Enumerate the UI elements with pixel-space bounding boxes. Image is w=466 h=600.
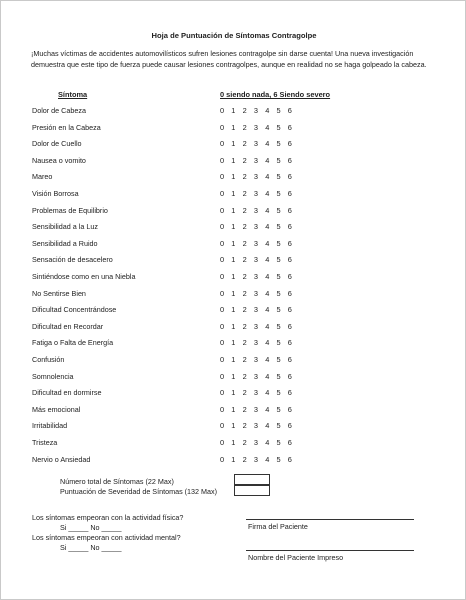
severity-option-4[interactable]: 4 — [265, 106, 270, 115]
severity-option-2[interactable]: 2 — [242, 371, 247, 381]
symptom-label: Mareo — [32, 172, 53, 182]
severity-option-5[interactable]: 5 — [276, 189, 281, 198]
severity-option-6[interactable]: 6 — [287, 222, 292, 232]
symptom-label: Somnolencia — [32, 371, 74, 381]
severity-option-4[interactable]: 4 — [265, 371, 270, 381]
severity-option-3[interactable]: 3 — [253, 421, 259, 431]
severity-option-5[interactable]: 5 — [276, 338, 281, 348]
severity-option-1[interactable]: 1 — [231, 338, 236, 348]
mental-activity-yes-no[interactable]: Si _____ No _____ — [60, 543, 122, 552]
severity-option-4[interactable]: 4 — [265, 388, 270, 398]
severity-option-6[interactable]: 6 — [287, 438, 292, 447]
severity-option-5[interactable]: 5 — [276, 321, 281, 331]
severity-option-1[interactable]: 1 — [231, 355, 236, 364]
severity-option-0[interactable]: 0 — [220, 189, 225, 198]
severity-option-3[interactable]: 3 — [253, 172, 259, 182]
severity-option-6[interactable]: 6 — [287, 255, 292, 265]
symptom-row — [1, 238, 466, 250]
severity-option-2[interactable]: 2 — [242, 272, 247, 281]
severity-option-0[interactable]: 0 — [220, 272, 225, 281]
severity-option-2[interactable]: 2 — [242, 222, 247, 232]
severity-option-5[interactable]: 5 — [276, 421, 281, 431]
severity-option-4[interactable]: 4 — [265, 321, 270, 331]
severity-scale — [220, 254, 299, 266]
symptom-column-header: Síntoma — [58, 90, 88, 99]
severity-option-2[interactable]: 2 — [242, 421, 247, 431]
severity-option-2[interactable]: 2 — [242, 139, 247, 149]
symptom-row — [1, 387, 466, 399]
severity-scale — [220, 371, 299, 383]
severity-option-5[interactable]: 5 — [276, 238, 281, 248]
severity-option-2[interactable]: 2 — [242, 255, 247, 265]
severity-option-5[interactable]: 5 — [276, 255, 281, 265]
physical-activity-question: Los síntomas empeoran con la actividad física? — [32, 513, 184, 522]
mental-activity-question: Los síntomas empeoran con actividad mental? — [32, 533, 181, 542]
severity-option-4[interactable]: 4 — [265, 421, 270, 431]
severity-option-1[interactable]: 1 — [231, 172, 236, 182]
symptom-row — [1, 288, 466, 300]
severity-scale — [220, 404, 299, 416]
severity-option-4[interactable]: 4 — [265, 205, 270, 215]
physical-activity-yes-no[interactable]: Si _____ No _____ — [60, 523, 122, 532]
severity-option-6[interactable]: 6 — [287, 189, 292, 198]
severity-option-4[interactable]: 4 — [265, 139, 270, 149]
symptom-label: Tristeza — [32, 438, 58, 447]
severity-option-5[interactable]: 5 — [276, 272, 281, 281]
severity-option-6[interactable]: 6 — [287, 305, 292, 315]
severity-option-4[interactable]: 4 — [265, 272, 270, 281]
severity-option-3[interactable]: 3 — [253, 404, 259, 414]
severity-option-1[interactable]: 1 — [231, 371, 236, 381]
severity-option-5[interactable]: 5 — [276, 371, 281, 381]
symptom-row — [1, 254, 466, 266]
severity-option-0[interactable]: 0 — [220, 238, 225, 248]
severity-scale — [220, 454, 299, 466]
symptom-label: Fatiga o Falta de Energía — [32, 338, 114, 348]
severity-scale — [220, 138, 299, 150]
severity-scale — [220, 205, 299, 217]
severity-option-2[interactable]: 2 — [242, 288, 247, 298]
severity-option-5[interactable]: 5 — [276, 388, 281, 398]
severity-option-0[interactable]: 0 — [220, 205, 225, 215]
severity-scale — [220, 171, 299, 183]
severity-option-5[interactable]: 5 — [276, 139, 281, 149]
severity-option-3[interactable]: 3 — [253, 305, 259, 315]
symptom-row — [1, 122, 466, 134]
severity-option-2[interactable]: 2 — [242, 438, 247, 447]
severity-option-6[interactable]: 6 — [287, 122, 292, 132]
severity-option-0[interactable]: 0 — [220, 305, 225, 315]
severity-option-2[interactable]: 2 — [242, 454, 247, 464]
severity-option-1[interactable]: 1 — [231, 139, 236, 149]
symptom-row — [1, 371, 466, 383]
severity-option-0[interactable]: 0 — [220, 438, 225, 447]
severity-option-0[interactable]: 0 — [220, 172, 225, 182]
severity-scale — [220, 188, 299, 200]
symptom-label: Dificultad en dormirse — [32, 388, 102, 398]
severity-option-4[interactable]: 4 — [265, 222, 270, 232]
scale-column-header: 0 siendo nada, 6 Siendo severo — [220, 90, 331, 99]
severity-option-6[interactable]: 6 — [287, 404, 292, 414]
severity-option-3[interactable]: 3 — [253, 355, 259, 364]
severity-option-4[interactable]: 4 — [265, 255, 270, 265]
severity-scale — [220, 155, 299, 167]
total-symptoms-label: Número total de Síntomas (22 Max) — [60, 477, 174, 486]
severity-scale — [220, 354, 299, 366]
severity-option-2[interactable]: 2 — [242, 388, 247, 398]
symptom-row — [1, 337, 466, 349]
severity-option-2[interactable]: 2 — [242, 205, 247, 215]
severity-option-0[interactable]: 0 — [220, 421, 225, 431]
severity-option-2[interactable]: 2 — [242, 189, 247, 198]
severity-option-1[interactable]: 1 — [231, 388, 236, 398]
severity-option-2[interactable]: 2 — [242, 355, 247, 364]
symptom-row — [1, 420, 466, 432]
severity-option-0[interactable]: 0 — [220, 388, 225, 398]
severity-option-1[interactable]: 1 — [231, 438, 236, 447]
symptom-row — [1, 454, 466, 466]
severity-option-4[interactable]: 4 — [265, 305, 270, 315]
severity-option-5[interactable]: 5 — [276, 222, 281, 232]
severity-option-3[interactable]: 3 — [253, 388, 259, 398]
severity-option-5[interactable]: 5 — [276, 454, 281, 464]
severity-option-4[interactable]: 4 — [265, 338, 270, 348]
severity-scale — [220, 337, 299, 349]
severity-scale — [220, 238, 299, 250]
severity-option-0[interactable]: 0 — [220, 371, 225, 381]
symptom-label: Problemas de Equilibrio — [32, 205, 108, 215]
severity-scale — [220, 437, 299, 449]
severity-option-3[interactable]: 3 — [253, 255, 259, 265]
severity-option-3[interactable]: 3 — [253, 106, 259, 115]
symptom-label: Nervio o Ansiedad — [32, 454, 91, 464]
severity-option-2[interactable]: 2 — [242, 106, 247, 115]
severity-option-5[interactable]: 5 — [276, 288, 281, 298]
severity-option-3[interactable]: 3 — [253, 288, 259, 298]
severity-option-4[interactable]: 4 — [265, 189, 270, 198]
severity-option-0[interactable]: 0 — [220, 255, 225, 265]
severity-option-0[interactable]: 0 — [220, 122, 225, 132]
symptom-row — [1, 354, 466, 366]
severity-option-3[interactable]: 3 — [253, 321, 259, 331]
severity-option-0[interactable]: 0 — [220, 222, 225, 232]
symptom-row — [1, 188, 466, 200]
severity-option-2[interactable]: 2 — [242, 404, 247, 414]
severity-option-3[interactable]: 3 — [253, 454, 259, 464]
severity-option-4[interactable]: 4 — [265, 122, 270, 132]
severity-scale — [220, 122, 299, 134]
symptom-row — [1, 321, 466, 333]
severity-option-3[interactable]: 3 — [253, 189, 259, 198]
symptom-label: Sensibilidad a la Luz — [32, 222, 98, 232]
severity-scale — [220, 304, 299, 316]
symptom-row — [1, 205, 466, 217]
severity-option-2[interactable]: 2 — [242, 155, 247, 165]
severity-option-4[interactable]: 4 — [265, 454, 270, 464]
severity-option-1[interactable]: 1 — [231, 321, 236, 331]
severity-option-6[interactable]: 6 — [287, 139, 292, 149]
severity-option-5[interactable]: 5 — [276, 305, 281, 315]
symptom-label: Dolor de Cabeza — [32, 106, 86, 115]
severity-option-5[interactable]: 5 — [276, 122, 281, 132]
severity-option-6[interactable]: 6 — [287, 106, 292, 115]
symptom-label: No Sentirse Bien — [32, 288, 86, 298]
severity-option-4[interactable]: 4 — [265, 438, 270, 447]
severity-option-6[interactable]: 6 — [287, 454, 292, 464]
severity-option-1[interactable]: 1 — [231, 238, 236, 248]
signature-label: Firma del Paciente — [248, 522, 308, 531]
severity-option-6[interactable]: 6 — [287, 355, 292, 364]
severity-scale — [220, 105, 299, 117]
severity-option-0[interactable]: 0 — [220, 454, 225, 464]
severity-option-2[interactable]: 2 — [242, 122, 247, 132]
severity-option-3[interactable]: 3 — [253, 371, 259, 381]
symptom-row — [1, 271, 466, 283]
severity-option-4[interactable]: 4 — [265, 172, 270, 182]
severity-option-3[interactable]: 3 — [253, 205, 259, 215]
severity-option-4[interactable]: 4 — [265, 288, 270, 298]
symptom-label: Sintiéndose como en una Niebla — [32, 272, 136, 281]
severity-option-2[interactable]: 2 — [242, 238, 247, 248]
severity-option-2[interactable]: 2 — [242, 321, 247, 331]
severity-option-6[interactable]: 6 — [287, 172, 292, 182]
severity-option-5[interactable]: 5 — [276, 106, 281, 115]
symptom-row — [1, 138, 466, 150]
severity-option-6[interactable]: 6 — [287, 338, 292, 348]
symptom-label: Dificultad Concentrándose — [32, 305, 117, 315]
severity-option-4[interactable]: 4 — [265, 155, 270, 165]
symptom-row — [1, 105, 466, 117]
severity-option-6[interactable]: 6 — [287, 371, 292, 381]
severity-option-5[interactable]: 5 — [276, 172, 281, 182]
form-title: Hoja de Puntuación de Síntomas Contragolpe — [151, 31, 317, 40]
severity-option-6[interactable]: 6 — [287, 321, 292, 331]
severity-option-1[interactable]: 1 — [231, 106, 236, 115]
severity-option-1[interactable]: 1 — [231, 155, 236, 165]
severity-scale — [220, 271, 299, 283]
severity-option-0[interactable]: 0 — [220, 139, 225, 149]
severity-option-4[interactable]: 4 — [265, 238, 270, 248]
severity-option-3[interactable]: 3 — [253, 139, 259, 149]
severity-option-3[interactable]: 3 — [253, 438, 259, 447]
severity-option-3[interactable]: 3 — [253, 122, 259, 132]
severity-option-0[interactable]: 0 — [220, 288, 225, 298]
severity-option-5[interactable]: 5 — [276, 404, 281, 414]
severity-option-3[interactable]: 3 — [253, 155, 259, 165]
severity-scale — [220, 387, 299, 399]
severity-option-4[interactable]: 4 — [265, 355, 270, 364]
severity-option-3[interactable]: 3 — [253, 222, 259, 232]
severity-option-3[interactable]: 3 — [253, 238, 259, 248]
printed-name-label: Nombre del Paciente Impreso — [248, 553, 344, 562]
severity-option-6[interactable]: 6 — [287, 388, 292, 398]
severity-option-2[interactable]: 2 — [242, 338, 247, 348]
symptom-row — [1, 221, 466, 233]
severity-option-4[interactable]: 4 — [265, 404, 270, 414]
severity-scale — [220, 221, 299, 233]
severity-score-box[interactable] — [234, 485, 270, 496]
severity-option-1[interactable]: 1 — [231, 189, 236, 198]
severity-option-1[interactable]: 1 — [231, 205, 236, 215]
severity-option-6[interactable]: 6 — [287, 205, 292, 215]
severity-scale — [220, 321, 299, 333]
severity-option-5[interactable]: 5 — [276, 355, 281, 364]
severity-option-5[interactable]: 5 — [276, 205, 281, 215]
symptom-label: Dificultad en Recordar — [32, 321, 104, 331]
severity-option-3[interactable]: 3 — [253, 338, 259, 348]
severity-option-5[interactable]: 5 — [276, 155, 281, 165]
severity-score-label: Puntuación de Severidad de Síntomas (132 Max) — [60, 487, 218, 496]
severity-option-1[interactable]: 1 — [231, 454, 236, 464]
severity-option-0[interactable]: 0 — [220, 404, 225, 414]
intro-paragraph: ¡Muchas víctimas de accidentes automovilísticos sufren lesiones contragolpe sin darse cuenta! Una nueva investigación demuestra que este tipo de fuerza puede causar lesiones contragolpes, aunque en realidad no se haga golpeado la cabeza. — [31, 49, 427, 69]
printed-name-line[interactable] — [246, 550, 414, 551]
severity-option-1[interactable]: 1 — [231, 272, 236, 281]
symptom-label: Presión en la Cabeza — [32, 122, 101, 132]
severity-scale — [220, 420, 299, 432]
severity-option-2[interactable]: 2 — [242, 305, 247, 315]
severity-option-0[interactable]: 0 — [220, 321, 225, 331]
severity-option-6[interactable]: 6 — [287, 238, 292, 248]
symptom-row — [1, 171, 466, 183]
severity-option-6[interactable]: 6 — [287, 288, 292, 298]
symptom-label: Irritabilidad — [32, 421, 68, 431]
severity-option-6[interactable]: 6 — [287, 421, 292, 431]
symptom-label: Sensibilidad a Ruido — [32, 238, 98, 248]
severity-option-3[interactable]: 3 — [253, 272, 259, 281]
symptom-label: Dolor de Cuello — [32, 139, 82, 149]
total-symptoms-box[interactable] — [234, 474, 270, 485]
symptom-label: Nausea o vomito — [32, 155, 86, 165]
severity-option-5[interactable]: 5 — [276, 438, 281, 447]
severity-option-1[interactable]: 1 — [231, 255, 236, 265]
severity-option-0[interactable]: 0 — [220, 155, 225, 165]
symptom-label: Más emocional — [32, 404, 81, 414]
severity-option-0[interactable]: 0 — [220, 106, 225, 115]
severity-option-1[interactable]: 1 — [231, 305, 236, 315]
severity-option-6[interactable]: 6 — [287, 155, 292, 165]
severity-option-0[interactable]: 0 — [220, 338, 225, 348]
severity-option-1[interactable]: 1 — [231, 122, 236, 132]
severity-option-6[interactable]: 6 — [287, 272, 292, 281]
symptom-label: Visión Borrosa — [32, 189, 79, 198]
symptom-label: Sensación de desacelero — [32, 255, 113, 265]
severity-option-0[interactable]: 0 — [220, 355, 225, 364]
symptom-label: Confusión — [32, 355, 65, 364]
severity-option-2[interactable]: 2 — [242, 172, 247, 182]
severity-option-1[interactable]: 1 — [231, 404, 236, 414]
severity-scale — [220, 288, 299, 300]
symptom-row — [1, 155, 466, 167]
symptom-row — [1, 304, 466, 316]
signature-line[interactable] — [246, 519, 414, 520]
severity-option-1[interactable]: 1 — [231, 421, 236, 431]
symptom-row — [1, 437, 466, 449]
symptom-row — [1, 404, 466, 416]
severity-option-1[interactable]: 1 — [231, 288, 236, 298]
severity-option-1[interactable]: 1 — [231, 222, 236, 232]
